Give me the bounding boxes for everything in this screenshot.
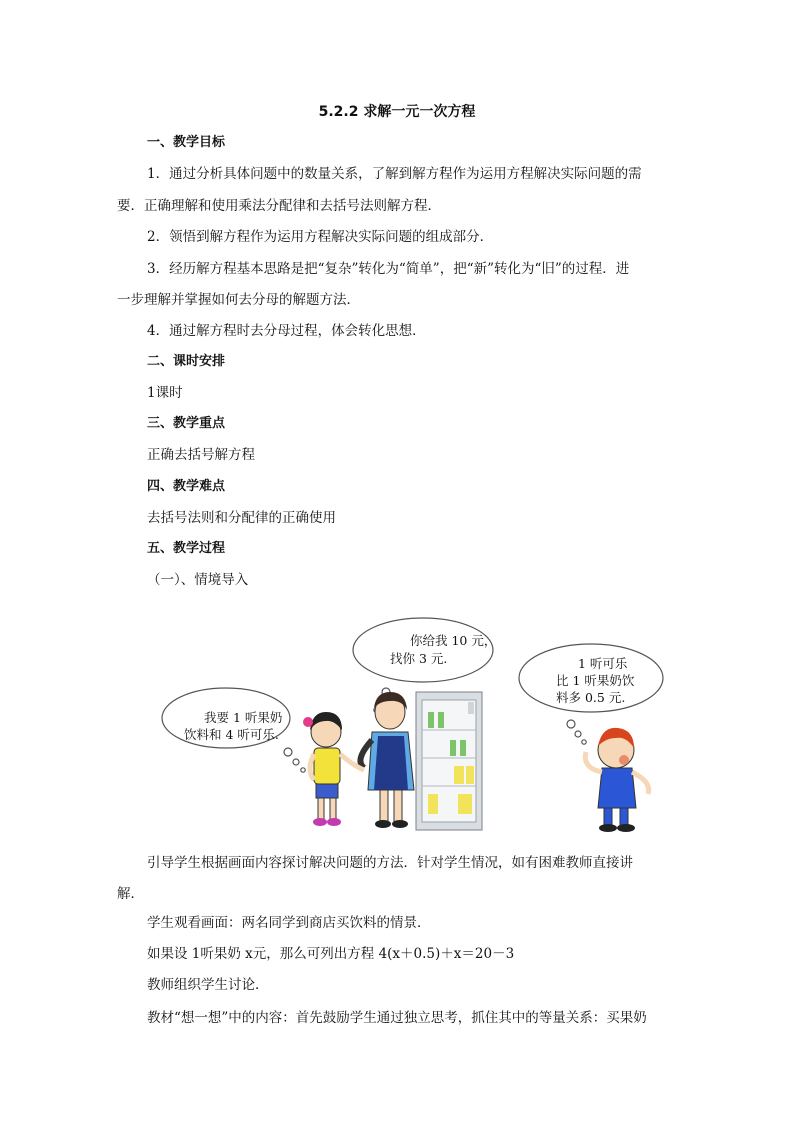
boy-bubble-line: 料多 0.5 元. bbox=[556, 690, 626, 705]
paragraph-line: 正确去括号解方程 bbox=[147, 447, 255, 463]
paragraph-line: 教师组织学生讨论． bbox=[147, 977, 269, 993]
paragraph-line: 教材“想一想”中的内容：首先鼓励学生通过独立思考，抓住其中的等量关系：买果奶 bbox=[147, 1010, 647, 1026]
clerk-bubble-line: 找你 3 元. bbox=[390, 651, 448, 666]
paragraph-line: 解． bbox=[117, 886, 144, 902]
paragraph-line: 3．经历解方程基本思路是把“复杂”转化为“简单”，把“新”转化为“旧”的过程．进 bbox=[147, 261, 630, 277]
section-heading-difficulties: 四、教学难点 bbox=[147, 479, 226, 494]
girl-bubble-line: 我要 1 听果奶 bbox=[204, 710, 283, 725]
refrigerator bbox=[416, 692, 482, 830]
clerk-bubble-line: 你给我 10 元， bbox=[410, 633, 497, 648]
paragraph-line: 学生观看画面：两名同学到商店买饮料的情景． bbox=[147, 915, 431, 931]
paragraph-line: 1．通过分析具体问题中的数量关系，了解到解方程作为运用方程解决实际问题的需 bbox=[147, 166, 642, 182]
girl-bubble-line: 饮料和 4 听可乐. bbox=[184, 727, 279, 742]
subsection-heading: （一）、情境导入 bbox=[147, 572, 249, 588]
section-heading-schedule: 二、课时安排 bbox=[147, 354, 226, 369]
boy-bubble-line: 1 听可乐 bbox=[578, 656, 628, 671]
equation-line: 如果设 1听果奶 x元，那么可列出方程 4(x＋0.5)＋x＝20－3 bbox=[147, 946, 515, 962]
boy-bubble-line: 比 1 听果奶饮 bbox=[556, 673, 635, 688]
paragraph-line: 去括号法则和分配律的正确使用 bbox=[147, 510, 336, 526]
shop-scene-illustration bbox=[158, 600, 664, 840]
page-title: 5.2.2 求解一元一次方程 bbox=[318, 104, 476, 120]
paragraph-line: 1课时 bbox=[147, 385, 183, 401]
paragraph-line: 要．正确理解和使用乘法分配律和去括号法则解方程． bbox=[117, 198, 441, 214]
section-heading-process: 五、教学过程 bbox=[147, 541, 226, 556]
paragraph-line: 引导学生根据画面内容探讨解决问题的方法．针对学生情况，如有困难教师直接讲 bbox=[147, 855, 633, 871]
paragraph-line: 一步理解并掌握如何去分母的解题方法． bbox=[117, 292, 360, 308]
paragraph-line: 4．通过解方程时去分母过程，体会转化思想． bbox=[147, 323, 426, 339]
section-heading-goals: 一、教学目标 bbox=[147, 135, 226, 150]
section-heading-key-points: 三、教学重点 bbox=[147, 416, 226, 431]
paragraph-line: 2．领悟到解方程作为运用方程解决实际问题的组成部分． bbox=[147, 229, 494, 245]
